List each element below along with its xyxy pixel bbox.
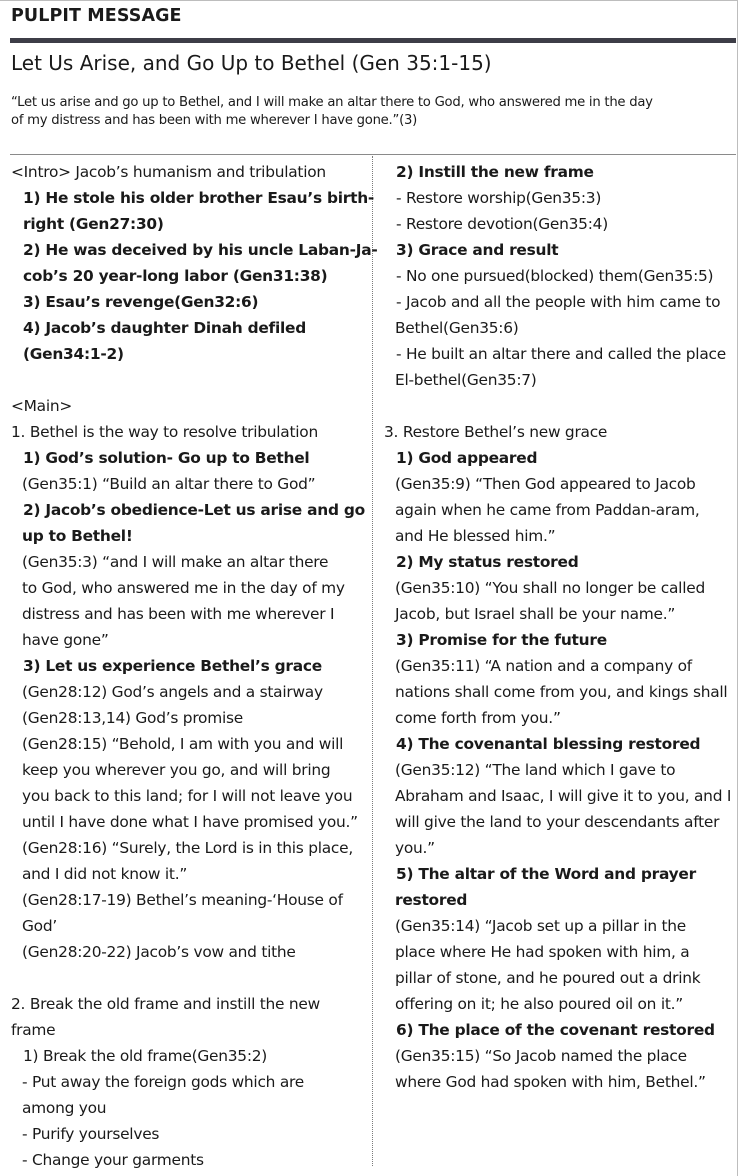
body-line: until I have done what I have promised you.” [22, 813, 358, 831]
body-line: and I did not know it.” [22, 865, 188, 883]
intro-point: (Gen34:1-2) [23, 345, 124, 363]
subheading: 2) Instill the new frame [396, 163, 594, 181]
body-line: - No one pursued(blocked) them(Gen35:5) [396, 267, 714, 285]
body-line: pillar of stone, and he poured out a drink [395, 969, 701, 987]
body-line: (Gen28:20-22) Jacob’s vow and tithe [22, 943, 296, 961]
subheading: 1) Break the old frame(Gen35:2) [23, 1047, 268, 1065]
epigraph-line: of my distress and has been with me wherever I have gone.”(3) [11, 113, 418, 128]
column-divider [372, 156, 373, 1166]
body-line: (Gen28:17-19) Bethel’s meaning-‘House of [22, 891, 343, 909]
body-line: (Gen28:16) “Surely, the Lord is in this place, [22, 839, 354, 857]
body-line: Abraham and Isaac, I will give it to you, and I [395, 787, 732, 805]
header-rule [10, 38, 736, 43]
subheading: 3) Let us experience Bethel’s grace [23, 657, 322, 675]
body-line: El-bethel(Gen35:7) [395, 371, 537, 389]
page-title: Let Us Arise, and Go Up to Bethel (Gen 35:1-15) [11, 51, 492, 75]
section-heading: 3. Restore Bethel’s new grace [384, 423, 608, 441]
body-line: Jacob, but Israel shall be your name.” [395, 605, 676, 623]
intro-point: cob’s 20 year-long labor (Gen31:38) [23, 267, 328, 285]
right-column [384, 159, 736, 1095]
subheading: 4) The covenantal blessing restored [396, 735, 701, 753]
body-line: keep you wherever you go, and will bring [22, 761, 331, 779]
intro-point: 3) Esau’s revenge(Gen32:6) [23, 293, 259, 311]
blank-line [11, 965, 367, 991]
subheading: up to Bethel! [22, 527, 133, 545]
body-line: (Gen28:15) “Behold, I am with you and will [22, 735, 344, 753]
body-line: place where He had spoken with him, a [395, 943, 690, 961]
body-line: (Gen28:13,14) God’s promise [22, 709, 243, 727]
body-line: again when he came from Paddan-aram, [395, 501, 700, 519]
body-line: offering on it; he also poured oil on it.” [395, 995, 684, 1013]
subheading: 2) Jacob’s obedience-Let us arise and go [23, 501, 365, 519]
body-line: - Purify yourselves [22, 1125, 160, 1143]
subheading: 3) Grace and result [396, 241, 559, 259]
intro-point: 2) He was deceived by his uncle Laban-Ja- [23, 241, 378, 259]
body-line: will give the land to your descendants after [395, 813, 720, 831]
subheading: restored [395, 891, 468, 909]
subheading: 1) God’s solution- Go up to Bethel [23, 449, 310, 467]
body-line: you.” [395, 839, 435, 857]
section-heading: 1. Bethel is the way to resolve tribulation [11, 423, 318, 441]
body-line: Bethel(Gen35:6) [395, 319, 519, 337]
body-line: (Gen35:12) “The land which I gave to [395, 761, 676, 779]
section-title: PULPIT MESSAGE [11, 6, 182, 26]
intro-point: right (Gen27:30) [23, 215, 164, 233]
body-line: where God had spoken with him, Bethel.” [395, 1073, 706, 1091]
body-line: have gone” [22, 631, 109, 649]
body-line: (Gen35:14) “Jacob set up a pillar in the [395, 917, 686, 935]
intro-point: 4) Jacob’s daughter Dinah defiled [23, 319, 306, 337]
body-line: and He blessed him.” [395, 527, 556, 545]
epigraph [11, 94, 735, 130]
body-line: among you [22, 1099, 107, 1117]
content-rule [10, 154, 736, 155]
body-line: come forth from you.” [395, 709, 561, 727]
subheading: 2) My status restored [396, 553, 579, 571]
body-line: (Gen35:11) “A nation and a company of [395, 657, 692, 675]
body-line: (Gen28:12) God’s angels and a stairway [22, 683, 323, 701]
subheading: 6) The place of the covenant restored [396, 1021, 715, 1039]
body-line: - Restore devotion(Gen35:4) [396, 215, 608, 233]
body-line: (Gen35:3) “and I will make an altar there [22, 553, 329, 571]
body-line: (Gen35:9) “Then God appeared to Jacob [395, 475, 696, 493]
blank-line [11, 367, 367, 393]
section-heading: 2. Break the old frame and instill the new [11, 995, 320, 1013]
section-heading: frame [11, 1021, 56, 1039]
left-column [11, 159, 378, 1173]
body-line: you back to this land; for I will not leave you [22, 787, 353, 805]
body-line: to God, who answered me in the day of my [22, 579, 345, 597]
intro-point: 1) He stole his older brother Esau’s birth- [23, 189, 375, 207]
body-line: nations shall come from you, and kings shall [395, 683, 728, 701]
subheading: 5) The altar of the Word and prayer [396, 865, 696, 883]
subheading: 1) God appeared [396, 449, 538, 467]
body-line: (Gen35:10) “You shall no longer be called [395, 579, 705, 597]
body-line: - Change your garments [22, 1151, 204, 1169]
subheading: 3) Promise for the future [396, 631, 607, 649]
body-line: God’ [22, 917, 58, 935]
blank-line [384, 393, 736, 419]
body-line: - He built an altar there and called the place [396, 345, 726, 363]
main-heading: <Main> [11, 397, 73, 415]
body-line: - Jacob and all the people with him came to [396, 293, 721, 311]
body-line: (Gen35:15) “So Jacob named the place [395, 1047, 687, 1065]
body-line: distress and has been with me wherever I [22, 605, 335, 623]
body-line: (Gen35:1) “Build an altar there to God” [22, 475, 316, 493]
intro-heading: <Intro> Jacob’s humanism and tribulation [11, 163, 326, 181]
body-line: - Restore worship(Gen35:3) [396, 189, 602, 207]
epigraph-line: “Let us arise and go up to Bethel, and I will make an altar there to God, who answered me in the day [11, 95, 653, 110]
body-line: - Put away the foreign gods which are [22, 1073, 304, 1091]
